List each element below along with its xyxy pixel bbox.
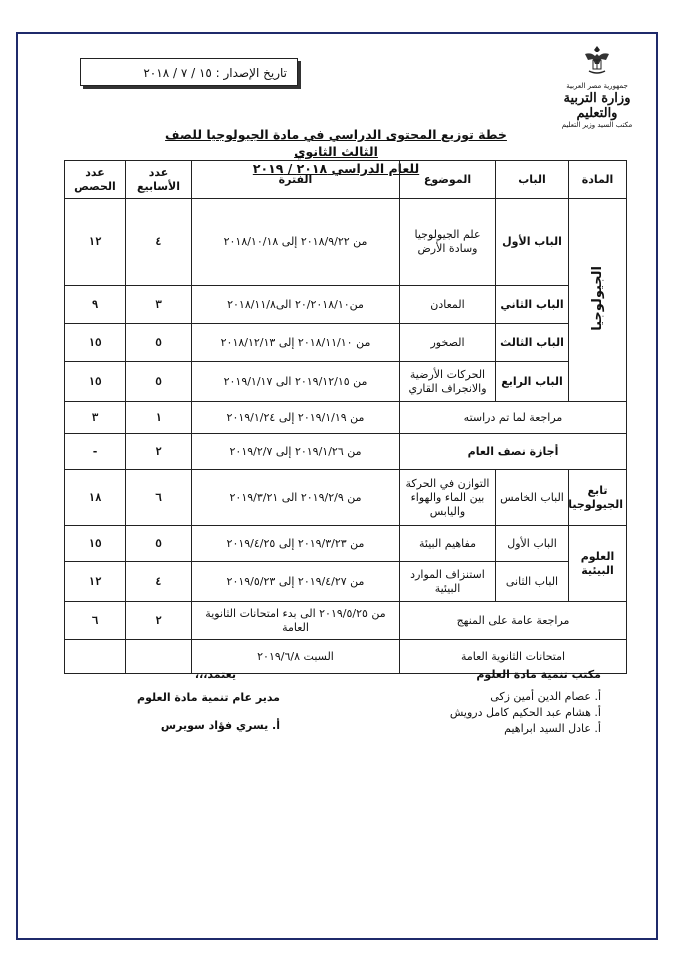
- logo-ministry: وزارة التربية والتعليم: [563, 91, 631, 121]
- lessons-cell: [65, 640, 126, 674]
- lessons-cell: ٩: [65, 286, 126, 324]
- lessons-cell: ١٢: [65, 562, 126, 602]
- subject-cell-geology: [569, 199, 627, 402]
- weeks-cell: ٦: [126, 470, 192, 526]
- header-chapter: الباب: [496, 161, 569, 199]
- midyear-break-cell: أجازة نصف العام: [400, 434, 627, 470]
- general-review-cell: مراجعة عامة على المنهج: [400, 602, 627, 640]
- chapter-cell: الباب الرابع: [496, 362, 569, 402]
- weeks-cell: ٢: [126, 434, 192, 470]
- chapter-cell: الباب الأول: [496, 526, 569, 562]
- table-row: [65, 562, 627, 602]
- lessons-cell: ٣: [65, 402, 126, 434]
- period-cell: من ٢٠١٩/٤/٢٧ إلى ٢٠١٩/٥/٢٣: [192, 562, 400, 602]
- table-row: [65, 470, 627, 526]
- subject-geology: الجيولوجيا: [589, 265, 605, 331]
- lessons-cell: ١٢: [65, 199, 126, 286]
- table-row: [65, 324, 627, 362]
- period-cell: من ٢٠١٩/٢/٩ الى ٢٠١٩/٣/٢١: [192, 470, 400, 526]
- table-row: [65, 434, 627, 470]
- topic-cell: المعادن: [400, 286, 496, 324]
- topic-cell: استنزاف الموارد البيئية: [400, 562, 496, 602]
- title-line-1: خطة توزيع المحتوى الدراسي في مادة الجيولوجيا للصف الثالث الثانوي: [165, 127, 507, 159]
- table-row: [65, 526, 627, 562]
- weeks-cell: ٤: [126, 199, 192, 286]
- approval-block: [120, 667, 280, 734]
- header-period: الفترة: [192, 161, 400, 199]
- weeks-cell: ١: [126, 402, 192, 434]
- director-title: مدير عام تنمية مادة العلوم: [137, 691, 280, 704]
- review-cell: مراجعة لما تم دراسته: [400, 402, 627, 434]
- lessons-cell: ١٥: [65, 324, 126, 362]
- lessons-cell: ٦: [65, 602, 126, 640]
- subject-env: العلوم البيئية: [569, 526, 627, 602]
- table-row: [65, 402, 627, 434]
- lessons-cell: -: [65, 434, 126, 470]
- table-row: [65, 602, 627, 640]
- office-member: أ. هشام عبد الحكيم كامل درويش: [449, 706, 601, 719]
- weeks-cell: ٣: [126, 286, 192, 324]
- table-row: [65, 199, 627, 286]
- header-topic: الموضوع: [400, 161, 496, 199]
- logo-country: جمهورية مصر العربية: [566, 82, 628, 90]
- subject-geology-cont: تابع الجيولوجيا: [569, 470, 627, 526]
- table-row: [65, 362, 627, 402]
- table-row: [65, 286, 627, 324]
- period-cell: من ٢٠١٩/١٢/١٥ الى ٢٠١٩/١/١٧: [192, 362, 400, 402]
- period-cell: من ٢٠١٩/١/٢٦ إلى ٢٠١٩/٢/٧: [192, 434, 400, 470]
- period-cell: من ٢٠١٩/٥/٢٥ الى بدء امتحانات الثانوية العامة: [192, 602, 400, 640]
- topic-cell: مفاهيم البيئة: [400, 526, 496, 562]
- chapter-cell: الباب الثانى: [496, 562, 569, 602]
- topic-cell: الصخور: [400, 324, 496, 362]
- lessons-cell: ١٥: [65, 526, 126, 562]
- office-signatures: [381, 667, 601, 737]
- header-weeks: عدد الأسابيع: [126, 161, 192, 199]
- weeks-cell: ٥: [126, 324, 192, 362]
- eagle-emblem-icon: [582, 44, 612, 78]
- logo-office: مكتب السيد وزير التعليم: [561, 121, 633, 129]
- topic-cell: الحركات الأرضية والانجراف القاري: [400, 362, 496, 402]
- weeks-cell: ٥: [126, 526, 192, 562]
- table-header-row: [65, 161, 627, 199]
- weeks-cell: ٢: [126, 602, 192, 640]
- office-member: أ. عادل السيد ابراهيم: [504, 722, 601, 735]
- ministry-logo: [556, 44, 638, 129]
- title-line-2: للعام الدراسي ٢٠١٨ / ٢٠١٩: [252, 161, 420, 176]
- issue-date-box: [80, 58, 298, 86]
- topic-cell: علم الجيولوجيا وسادة الأرض: [400, 199, 496, 286]
- period-cell: من ٢٠١٩/٣/٢٣ إلى ٢٠١٩/٤/٢٥: [192, 526, 400, 562]
- weeks-cell: ٥: [126, 362, 192, 402]
- period-cell: من ٢٠١٨/٩/٢٢ إلى ٢٠١٨/١٠/١٨: [192, 199, 400, 286]
- period-cell: من ٢٠١٩/١/١٩ إلى ٢٠١٩/١/٢٤: [192, 402, 400, 434]
- office-title: مكتب تنمية مادة العلوم: [476, 668, 601, 681]
- chapter-cell: الباب الثاني: [496, 286, 569, 324]
- weeks-cell: ٤: [126, 562, 192, 602]
- issue-date: تاريخ الإصدار : ١٥ / ٧ / ٢٠١٨: [143, 66, 287, 80]
- approved-label: يعتمد،،،: [194, 668, 236, 681]
- header-lessons: عدد الحصص: [65, 161, 126, 199]
- office-member: أ. عصام الدين أمين زكى: [490, 690, 601, 703]
- exams-cell: امتحانات الثانوية العامة: [400, 640, 627, 674]
- chapter-cell: الباب الأول: [496, 199, 569, 286]
- director-name: أ. يسري فؤاد سويرس: [160, 719, 280, 732]
- chapter-cell: الباب الثالث: [496, 324, 569, 362]
- period-cell: من ٢٠١٨/١١/١٠ إلى ٢٠١٨/١٢/١٣: [192, 324, 400, 362]
- topic-cell: التوازن في الحركة بين الماء والهواء واليابس: [400, 470, 496, 526]
- chapter-cell: الباب الخامس: [496, 470, 569, 526]
- lessons-cell: ١٨: [65, 470, 126, 526]
- header-subject: المادة: [569, 161, 627, 199]
- lessons-cell: ١٥: [65, 362, 126, 402]
- distribution-table: [64, 160, 627, 674]
- period-cell: من٢٠/٢٠١٨/١٠ الى٢٠١٨/١١/٨: [192, 286, 400, 324]
- period-cell: السبت ٢٠١٩/٦/٨: [192, 640, 400, 674]
